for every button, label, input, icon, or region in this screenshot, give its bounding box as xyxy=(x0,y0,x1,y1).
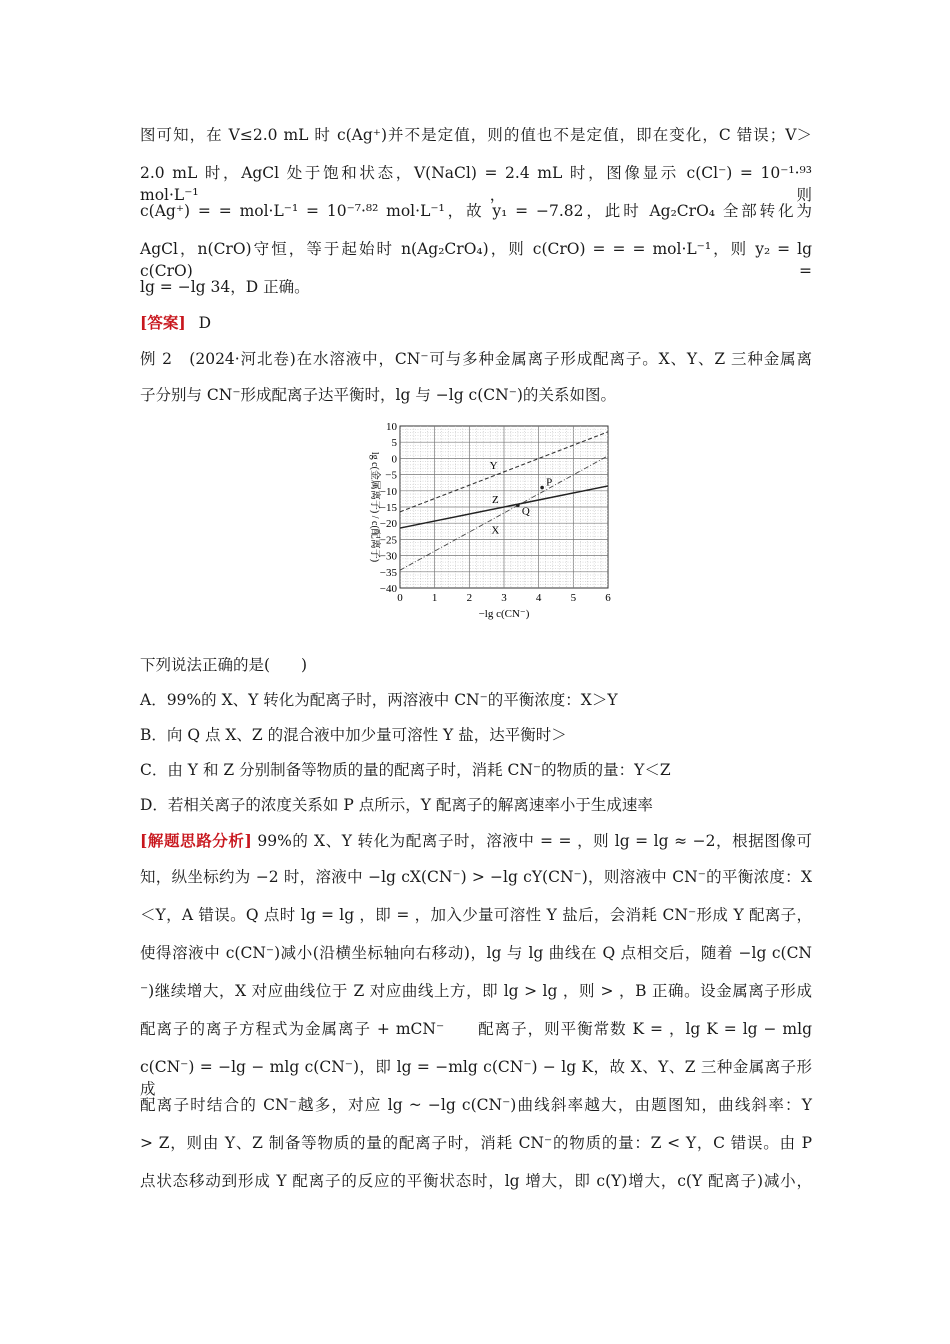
analysis-tag: [解题思路分析] xyxy=(140,831,252,850)
y-tick-label: −40 xyxy=(379,583,397,595)
series-label-y: Y xyxy=(489,459,498,472)
option-b: B．向 Q 点 X、Z 的混合液中加少量可溶性 Y 盐，达平衡时＞ xyxy=(140,726,567,744)
answer-line xyxy=(140,312,812,334)
series-label-z: Z xyxy=(491,493,499,506)
x-tick-label: 1 xyxy=(431,592,438,604)
analysis-line: 配离子的离子方程式为金属离子 + mCN⁻ 配离子，则平衡常数 K = ，lg K = lg − mlg xyxy=(140,1020,812,1038)
answer-value: D xyxy=(198,314,212,332)
chart xyxy=(320,418,620,628)
option-d: D．若相关离子的浓度关系如 P 点所示，Y 配离子的解离速率小于生成速率 xyxy=(140,796,653,814)
series-label-x: X xyxy=(491,524,500,537)
x-axis-label: −lg c(CN⁻) xyxy=(478,608,530,620)
x-tick-label: 4 xyxy=(535,592,542,604)
x-tick-label: 6 xyxy=(605,592,611,604)
option-a: A．99%的 X、Y 转化为配离子时，两溶液中 CN⁻的平衡浓度：X＞Y xyxy=(140,691,618,709)
analysis-line: > Z，则由 Y、Z 制备等物质的量的配离子时，消耗 CN⁻的物质的量：Z < Y，C 错误。由 P xyxy=(140,1134,812,1152)
y-tick-label: −15 xyxy=(379,502,397,514)
paragraph-line: 2.0 mL 时，AgCl 处于饱和状态，V(NaCl) = 2.4 mL 时，图像显示 c(Cl⁻) = 10⁻¹·⁹³ mol·L⁻¹，则 xyxy=(140,164,812,204)
y-tick-label: −10 xyxy=(379,485,397,498)
paragraph-line: 图可知，在 V≤2.0 mL 时 c(Ag⁺)并不是定值，则的值也不是定值，即在变化，C 错误；V＞ xyxy=(140,126,812,144)
y-axis-label: lg c(金属离子) / c(配离子) xyxy=(369,451,380,563)
x-tick-label: 2 xyxy=(466,592,473,604)
x-tick-label: 3 xyxy=(501,592,507,604)
question-stem: 下列说法正确的是( ) xyxy=(140,656,308,674)
analysis-line: 使得溶液中 c(CN⁻)减小(沿横坐标轴向右移动)，lg 与 lg 曲线在 Q 点相交后，随着 −lg c(CN xyxy=(140,944,812,962)
analysis-line: 配离子时结合的 CN⁻越多，对应 lg ~ −lg c(CN⁻)曲线斜率越大，由题图知，曲线斜率：Y xyxy=(140,1096,812,1114)
paragraph-line: lg = −lg 34，D 正确。 xyxy=(140,278,310,296)
point-marker-p xyxy=(540,486,544,490)
y-tick-label: −5 xyxy=(385,469,397,482)
analysis-line: ＜Y，A 错误。Q 点时 lg = lg ，即 = ，加入少量可溶性 Y 盐后，会消耗 CN⁻形成 Y 配离子， xyxy=(140,906,812,924)
analysis-line: 点状态移动到形成 Y 配离子的反应的平衡状态时，lg 增大，即 c(Y)增大，c(Y 配离子)减小， xyxy=(140,1172,812,1190)
example-line: 子分别与 CN⁻形成配离子达平衡时，lg 与 −lg c(CN⁻)的关系如图。 xyxy=(140,386,616,404)
x-tick-label: 0 xyxy=(397,592,403,604)
y-tick-label: −25 xyxy=(379,534,397,547)
analysis-line: c(CN⁻) = −lg − mlg c(CN⁻)，即 lg = −mlg c(CN⁻) − lg K，故 X、Y、Z 三种金属离子形成 xyxy=(140,1058,812,1098)
option-c: C．由 Y 和 Z 分别制备等物质的量的配离子时，消耗 CN⁻的物质的量：Y＜Z xyxy=(140,761,671,779)
point-label-p: P xyxy=(546,476,553,489)
paragraph-line: c(Ag⁺) = = mol·L⁻¹ = 10⁻⁷·⁸² mol·L⁻¹，故 y₁ = −7.82，此时 Ag₂CrO₄ 全部转化为 xyxy=(140,202,812,220)
analysis-line: ⁻)继续增大，X 对应曲线位于 Z 对应曲线上方，即 lg > lg ，则 > ，B 正确。设金属离子形成 xyxy=(140,982,812,1000)
y-tick-label: −30 xyxy=(379,550,397,563)
y-tick-label: 0 xyxy=(391,453,397,466)
point-labels xyxy=(516,477,552,518)
example-line: 例 2 (2024·河北卷)在水溶液中，CN⁻可与多种金属离子形成配离子。X、Y、Z 三种金属离 xyxy=(140,350,812,368)
y-tick-label: 5 xyxy=(391,437,397,450)
x-tick-label: 5 xyxy=(570,592,577,604)
point-marker-q xyxy=(516,504,520,508)
y-tick-label: −20 xyxy=(379,518,397,531)
chart-svg xyxy=(320,418,620,628)
analysis-text: 99%的 X、Y 转化为配离子时，溶液中 = = ，则 lg = lg ≈ −2，根据图像可 xyxy=(257,832,812,850)
analysis-line: 知，纵坐标约为 −2 时，溶液中 −lg cX(CN⁻) > −lg cY(CN⁻)，则溶液中 CN⁻的平衡浓度：X xyxy=(140,868,812,886)
point-label-q: Q xyxy=(521,505,530,518)
y-tick-label: −35 xyxy=(379,566,397,579)
analysis-first-line xyxy=(140,830,812,852)
paragraph-line: AgCl，n(CrO)守恒，等于起始时 n(Ag₂CrO₄)，则 c(CrO) = = = mol·L⁻¹，则 y₂ = lg c(CrO) = xyxy=(140,240,812,280)
y-tick-label: 10 xyxy=(386,421,397,433)
answer-tag: [答案] xyxy=(140,313,186,332)
